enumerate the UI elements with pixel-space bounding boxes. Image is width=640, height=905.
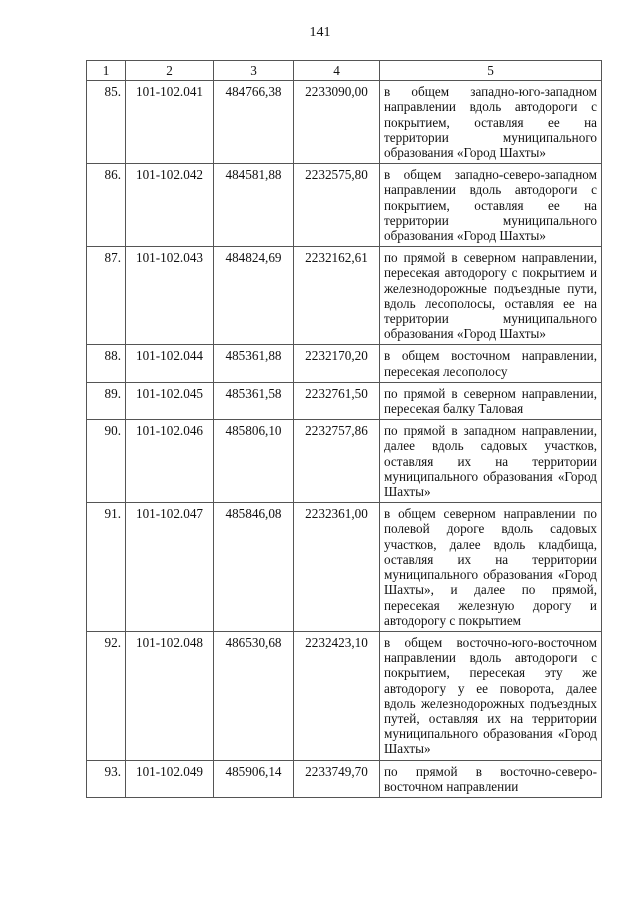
description-cell: в общем восточно-юго-восточном направлении вдоль автодороги с покрытием, пересекая эту же автодорогу у ее поворота, далее вдоль железнодорожных подъездных путей, оставляя их на территории муниципального образования «Город Шахты» bbox=[380, 631, 602, 760]
point-code-cell: 101-102.043 bbox=[126, 247, 214, 345]
table-row bbox=[87, 631, 602, 760]
point-code-cell: 101-102.048 bbox=[126, 631, 214, 760]
x-coordinate-cell: 485806,10 bbox=[214, 420, 294, 503]
point-code-cell: 101-102.046 bbox=[126, 420, 214, 503]
table-row bbox=[87, 81, 602, 164]
row-number-cell: 89. bbox=[87, 382, 126, 419]
y-coordinate-cell: 2232575,80 bbox=[294, 164, 380, 247]
point-code-cell: 101-102.042 bbox=[126, 164, 214, 247]
point-code-cell: 101-102.049 bbox=[126, 760, 214, 797]
row-number-cell: 92. bbox=[87, 631, 126, 760]
description-cell: в общем западно-северо-западном направлении вдоль автодороги с покрытием, оставляя ее на территории муниципального образования «Город Шахты» bbox=[380, 164, 602, 247]
y-coordinate-cell: 2233090,00 bbox=[294, 81, 380, 164]
row-number-cell: 86. bbox=[87, 164, 126, 247]
row-number-cell: 85. bbox=[87, 81, 126, 164]
x-coordinate-cell: 484824,69 bbox=[214, 247, 294, 345]
column-header: 2 bbox=[126, 61, 214, 81]
description-cell: в общем восточном направлении, пересекая лесополосу bbox=[380, 345, 602, 382]
table-row bbox=[87, 503, 602, 632]
point-code-cell: 101-102.044 bbox=[126, 345, 214, 382]
x-coordinate-cell: 485906,14 bbox=[214, 760, 294, 797]
page-number: 141 bbox=[309, 25, 331, 40]
description-cell: по прямой в западном направлении, далее вдоль садовых участков, оставляя их на территории муниципального образования «Город Шахты» bbox=[380, 420, 602, 503]
column-header: 3 bbox=[214, 61, 294, 81]
row-number-cell: 87. bbox=[87, 247, 126, 345]
description-cell: по прямой в северном направлении, пересекая балку Таловая bbox=[380, 382, 602, 419]
x-coordinate-cell: 486530,68 bbox=[214, 631, 294, 760]
x-coordinate-cell: 485361,58 bbox=[214, 382, 294, 419]
y-coordinate-cell: 2232162,61 bbox=[294, 247, 380, 345]
row-number-cell: 91. bbox=[87, 503, 126, 632]
table-row bbox=[87, 345, 602, 382]
row-number-cell: 88. bbox=[87, 345, 126, 382]
table-body bbox=[87, 81, 602, 798]
row-number-cell: 93. bbox=[87, 760, 126, 797]
table-row bbox=[87, 760, 602, 797]
x-coordinate-cell: 485846,08 bbox=[214, 503, 294, 632]
description-cell: в общем северном направлении по полевой дороге вдоль садовых участков, далее вдоль кладбища, оставляя их на территории муниципального образования «Город Шахты», и далее по прямой, пересекая железную дорогу и автодорогу с покрытием bbox=[380, 503, 602, 632]
y-coordinate-cell: 2232361,00 bbox=[294, 503, 380, 632]
description-cell: по прямой в северном направлении, пересекая автодорогу с покрытием и железнодорожные подъездные пути, вдоль лесополосы, оставляя ее на территории муниципального образования «Город Шахты» bbox=[380, 247, 602, 345]
boundary-points-table bbox=[86, 60, 602, 798]
description-cell: в общем западно-юго-западном направлении вдоль автодороги с покрытием, оставляя ее на территории муниципального образования «Город Шахты» bbox=[380, 81, 602, 164]
y-coordinate-cell: 2232761,50 bbox=[294, 382, 380, 419]
column-header: 5 bbox=[380, 61, 602, 81]
y-coordinate-cell: 2232423,10 bbox=[294, 631, 380, 760]
x-coordinate-cell: 484766,38 bbox=[214, 81, 294, 164]
x-coordinate-cell: 484581,88 bbox=[214, 164, 294, 247]
row-number-cell: 90. bbox=[87, 420, 126, 503]
column-header: 1 bbox=[87, 61, 126, 81]
y-coordinate-cell: 2232757,86 bbox=[294, 420, 380, 503]
table-row bbox=[87, 382, 602, 419]
y-coordinate-cell: 2232170,20 bbox=[294, 345, 380, 382]
x-coordinate-cell: 485361,88 bbox=[214, 345, 294, 382]
table-header-row bbox=[87, 61, 602, 81]
point-code-cell: 101-102.047 bbox=[126, 503, 214, 632]
description-cell: по прямой в восточно-северо-восточном направлении bbox=[380, 760, 602, 797]
y-coordinate-cell: 2233749,70 bbox=[294, 760, 380, 797]
point-code-cell: 101-102.041 bbox=[126, 81, 214, 164]
table-row bbox=[87, 420, 602, 503]
table-row bbox=[87, 164, 602, 247]
column-header: 4 bbox=[294, 61, 380, 81]
point-code-cell: 101-102.045 bbox=[126, 382, 214, 419]
table-row bbox=[87, 247, 602, 345]
